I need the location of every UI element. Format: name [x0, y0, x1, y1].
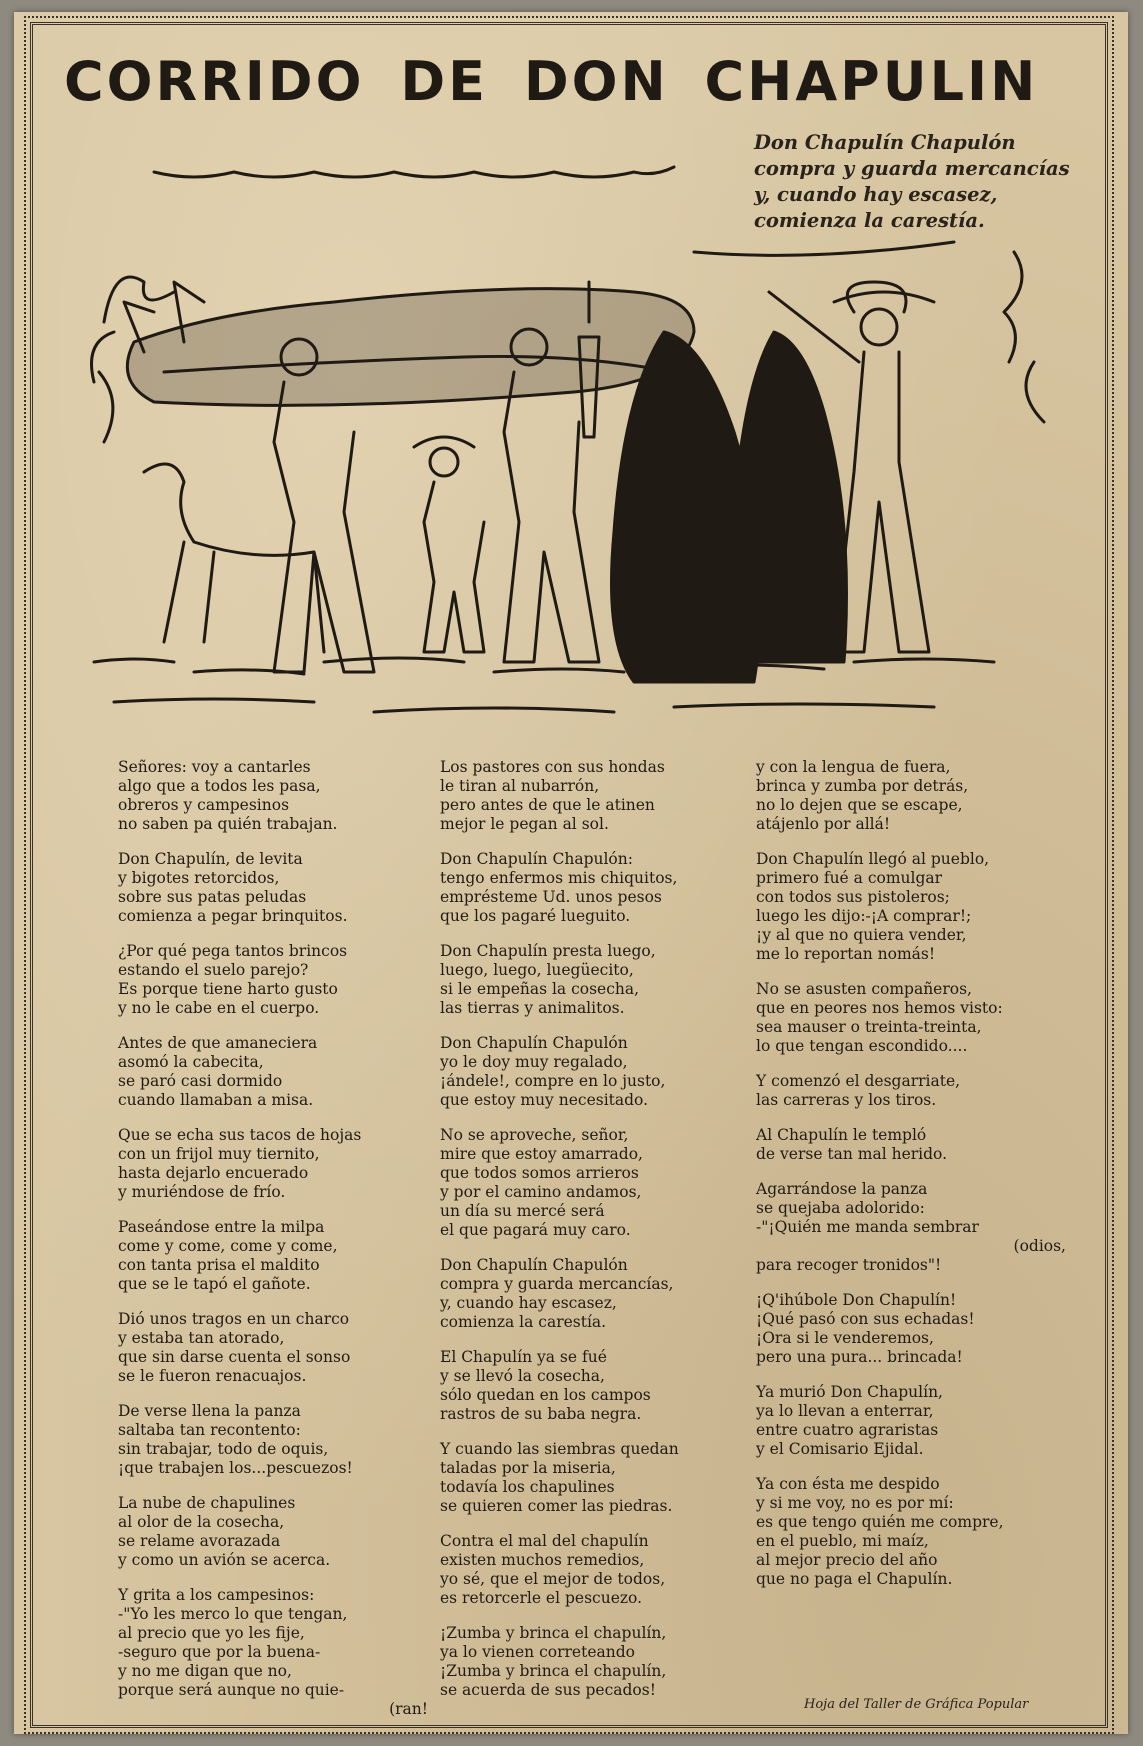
verse-line: pero antes de que le atinen — [440, 796, 655, 814]
epigraph-line: Don Chapulín Chapulón — [754, 131, 1016, 154]
verse-line: es retorcerle el pescuezo. — [440, 1589, 643, 1607]
verse-stanza — [440, 942, 770, 1018]
verse-line: y se llevó la cosecha, — [440, 1367, 605, 1385]
verse-line: Señores: voy a cantarles — [118, 758, 311, 776]
verse-line: y con la lengua de fuera, — [756, 758, 951, 776]
verse-stanza — [118, 1586, 448, 1719]
verse-line: y por el camino andamos, — [440, 1183, 642, 1201]
verse-stanza — [440, 758, 770, 834]
verse-line: si le empeñas la cosecha, — [440, 980, 640, 998]
verse-line: sólo quedan en los campos — [440, 1386, 651, 1404]
verse-line: ¡Zumba y brinca el chapulín, — [440, 1624, 667, 1642]
verse-line: un día su mercé será — [440, 1202, 605, 1220]
verse-line: Dió unos tragos en un charco — [118, 1310, 350, 1328]
verse-stanza — [440, 1034, 770, 1110]
verse-line: todavía los chapulines — [440, 1478, 615, 1496]
verse-line: porque será aunque no quie- — [118, 1681, 345, 1699]
verse-line: Paseándose entre la milpa — [118, 1218, 325, 1236]
verse-stanza — [440, 1348, 770, 1424]
verse-line: saltaba tan recontento: — [118, 1421, 301, 1439]
epigraph-line: comienza la carestía. — [754, 209, 985, 232]
verse-stanza — [118, 1218, 448, 1294]
verse-line: No se aproveche, señor, — [440, 1126, 629, 1144]
verse-line: hasta dejarlo encuerado — [118, 1164, 309, 1182]
verse-line: que todos somos arrieros — [440, 1164, 639, 1182]
verse-line: Y comenzó el desgarriate, — [756, 1072, 961, 1090]
verse-line: sea mauser o treinta-treinta, — [756, 1018, 982, 1036]
verse-line: ya lo vienen correteando — [440, 1643, 635, 1661]
verse-line: cuando llamaban a misa. — [118, 1091, 314, 1109]
verse-line: primero fué a comulgar — [756, 869, 943, 887]
verse-line: Don Chapulín Chapulón — [440, 1256, 628, 1274]
verse-stanza — [756, 980, 1086, 1056]
verse-line: -"¡Quién me manda sembrar — [756, 1218, 979, 1236]
verse-line: (odios, — [1013, 1237, 1066, 1255]
verse-line: sobre sus patas peludas — [118, 888, 307, 906]
verse-line: Y cuando las siembras quedan — [440, 1440, 679, 1458]
verse-line: No se asusten compañeros, — [756, 980, 972, 998]
verse-line: come y come, come y come, — [118, 1237, 338, 1255]
verse-stanza — [118, 942, 448, 1018]
verse-line: luego les dijo:-¡A comprar!; — [756, 907, 972, 925]
verse-line: ¡y al que no quiera vender, — [756, 926, 967, 944]
verse-line: para recoger tronidos"! — [756, 1256, 942, 1274]
verse-line: compra y guarda mercancías, — [440, 1275, 674, 1293]
verse-line: Ya murió Don Chapulín, — [756, 1383, 943, 1401]
epigraph-line: y, cuando hay escasez, — [754, 183, 998, 206]
verse-line: el que pagará muy caro. — [440, 1221, 631, 1239]
verse-line: lo que tengan escondido.... — [756, 1037, 968, 1055]
verse-line: y no le cabe en el cuerpo. — [118, 999, 320, 1017]
verse-line: pero una pura... brincada! — [756, 1348, 963, 1366]
verse-line: -"Yo les merco lo que tengan, — [118, 1605, 348, 1623]
verse-line: ya lo llevan a enterrar, — [756, 1402, 934, 1420]
verse-line: ¿Por qué pega tantos brincos — [118, 942, 348, 960]
verse-stanza — [756, 1072, 1086, 1110]
verse-line: ¡que trabajen los...pescuezos! — [118, 1459, 353, 1477]
verse-line: yo sé, que el mejor de todos, — [440, 1570, 666, 1588]
verse-line: obreros y campesinos — [118, 796, 290, 814]
verse-line: El Chapulín ya se fué — [440, 1348, 607, 1366]
verse-stanza — [118, 1402, 448, 1478]
verse-line: al olor de la cosecha, — [118, 1513, 285, 1531]
verse-stanza — [756, 758, 1086, 834]
verse-line: que en peores nos hemos visto: — [756, 999, 1003, 1017]
verse-line: sin trabajar, todo de oquis, — [118, 1440, 329, 1458]
verse-line: -seguro que por la buena- — [118, 1643, 321, 1661]
verse-line: luego, luego, luegüecito, — [440, 961, 634, 979]
verse-stanza — [440, 1126, 770, 1240]
verse-line: ¡Ora si le venderemos, — [756, 1329, 934, 1347]
verse-line: algo que a todos les pasa, — [118, 777, 321, 795]
verse-stanza — [440, 850, 770, 926]
verse-stanza — [440, 1440, 770, 1516]
verse-line: ¡Q'ihúbole Don Chapulín! — [756, 1291, 957, 1309]
verse-line: es que tengo quién me compre, — [756, 1513, 1004, 1531]
verse-line: taladas por la miseria, — [440, 1459, 616, 1477]
verse-line: se paró casi dormido — [118, 1072, 283, 1090]
verse-line: al mejor precio del año — [756, 1551, 938, 1569]
verse-stanza — [756, 1383, 1086, 1459]
verse-line: ¡Zumba y brinca el chapulín, — [440, 1662, 667, 1680]
verse-line: existen muchos remedios, — [440, 1551, 645, 1569]
verse-stanza — [118, 1310, 448, 1386]
verse-line: De verse llena la panza — [118, 1402, 301, 1420]
verse-column-3 — [756, 758, 1086, 1605]
verse-line: yo le doy muy regalado, — [440, 1053, 628, 1071]
verse-line: se quejaba adolorido: — [756, 1199, 925, 1217]
verse-stanza — [440, 1532, 770, 1608]
verse-line: y bigotes retorcidos, — [118, 869, 280, 887]
verse-line: tengo enfermos mis chiquitos, — [440, 869, 678, 887]
verse-stanza — [118, 1034, 448, 1110]
verse-line: y como un avión se acerca. — [118, 1551, 331, 1569]
verse-line: atájenlo por allá! — [756, 815, 891, 833]
verse-line: y muriéndose de frío. — [118, 1183, 286, 1201]
verse-line: se le fueron renacuajos. — [118, 1367, 307, 1385]
verse-line: asomó la cabecita, — [118, 1053, 264, 1071]
verse-line: de verse tan mal herido. — [756, 1145, 948, 1163]
footer-credit: Hoja del Taller de Gráfica Popular — [804, 1697, 1029, 1712]
verse-line: estando el suelo parejo? — [118, 961, 309, 979]
verse-line: le tiran al nubarrón, — [440, 777, 600, 795]
verse-line: las carreras y los tiros. — [756, 1091, 937, 1109]
verse-line: Ya con ésta me despido — [756, 1475, 940, 1493]
verse-line: Don Chapulín Chapulón — [440, 1034, 628, 1052]
page-title: CORRIDO DE DON CHAPULIN — [64, 50, 1039, 113]
verse-line: Don Chapulín, de levita — [118, 850, 303, 868]
verse-line: me lo reportan nomás! — [756, 945, 936, 963]
verse-column-2 — [440, 758, 770, 1716]
verse-stanza — [756, 1180, 1086, 1275]
verse-line: Contra el mal del chapulín — [440, 1532, 649, 1550]
verse-line: emprésteme Ud. unos pesos — [440, 888, 662, 906]
verse-line: mire que estoy amarrado, — [440, 1145, 643, 1163]
verse-line: brinca y zumba por detrás, — [756, 777, 969, 795]
verse-line: no lo dejen que se escape, — [756, 796, 963, 814]
verse-line: con todos sus pistoleros; — [756, 888, 950, 906]
verse-line: con un frijol muy tiernito, — [118, 1145, 320, 1163]
verse-stanza — [118, 850, 448, 926]
verse-line: mejor le pegan al sol. — [440, 815, 609, 833]
verse-line: que sin darse cuenta el sonso — [118, 1348, 351, 1366]
verse-line: y, cuando hay escasez, — [440, 1294, 617, 1312]
verse-line: y no me digan que no, — [118, 1662, 292, 1680]
verse-line: Don Chapulín Chapulón: — [440, 850, 633, 868]
woodcut-illustration — [74, 142, 1074, 732]
verse-line: comienza la carestía. — [440, 1313, 607, 1331]
verse-line: La nube de chapulines — [118, 1494, 296, 1512]
verse-line: rastros de su baba negra. — [440, 1405, 642, 1423]
verse-line: y si me voy, no es por mí: — [756, 1494, 954, 1512]
verse-line: que estoy muy necesitado. — [440, 1091, 649, 1109]
verse-line: comienza a pegar brinquitos. — [118, 907, 348, 925]
epigraph-line: compra y guarda mercancías — [754, 157, 1070, 180]
verse-line: Don Chapulín llegó al pueblo, — [756, 850, 990, 868]
verse-line: se acuerda de sus pecados! — [440, 1681, 656, 1699]
verse-stanza — [756, 1126, 1086, 1164]
verse-stanza — [756, 1475, 1086, 1589]
verse-line: Al Chapulín le templó — [756, 1126, 927, 1144]
verse-line: Don Chapulín presta luego, — [440, 942, 656, 960]
verse-line: ¡Qué pasó con sus echadas! — [756, 1310, 975, 1328]
verse-line: Es porque tiene harto gusto — [118, 980, 338, 998]
verse-line: que los pagaré lueguito. — [440, 907, 631, 925]
verse-stanza — [440, 1256, 770, 1332]
broadside-sheet — [14, 12, 1128, 1734]
verse-column-1 — [118, 758, 448, 1735]
verse-stanza — [118, 1126, 448, 1202]
verse-line: (ran! — [389, 1700, 428, 1718]
verse-line: Los pastores con sus hondas — [440, 758, 665, 776]
verse-line: las tierras y animalitos. — [440, 999, 625, 1017]
verse-stanza — [756, 850, 1086, 964]
verse-stanza — [118, 1494, 448, 1570]
verse-line: Agarrándose la panza — [756, 1180, 928, 1198]
verse-line: al precio que yo les fije, — [118, 1624, 305, 1642]
verse-line: con tanta prisa el maldito — [118, 1256, 320, 1274]
verse-line: y el Comisario Ejidal. — [756, 1440, 924, 1458]
verse-line: Antes de que amaneciera — [118, 1034, 318, 1052]
verse-line: se quieren comer las piedras. — [440, 1497, 673, 1515]
verse-stanza — [756, 1291, 1086, 1367]
verse-line: entre cuatro agraristas — [756, 1421, 939, 1439]
verse-line: y estaba tan atorado, — [118, 1329, 285, 1347]
verse-line: no saben pa quién trabajan. — [118, 815, 338, 833]
verse-line: se relame avorazada — [118, 1532, 281, 1550]
verse-line: que no paga el Chapulín. — [756, 1570, 953, 1588]
verse-line: en el pueblo, mi maíz, — [756, 1532, 929, 1550]
verse-line: Que se echa sus tacos de hojas — [118, 1126, 362, 1144]
verse-stanza — [118, 758, 448, 834]
verse-line: Y grita a los campesinos: — [118, 1586, 315, 1604]
verse-line: ¡ándele!, compre en lo justo, — [440, 1072, 666, 1090]
verse-line: que se le tapó el gañote. — [118, 1275, 311, 1293]
verse-stanza — [440, 1624, 770, 1700]
